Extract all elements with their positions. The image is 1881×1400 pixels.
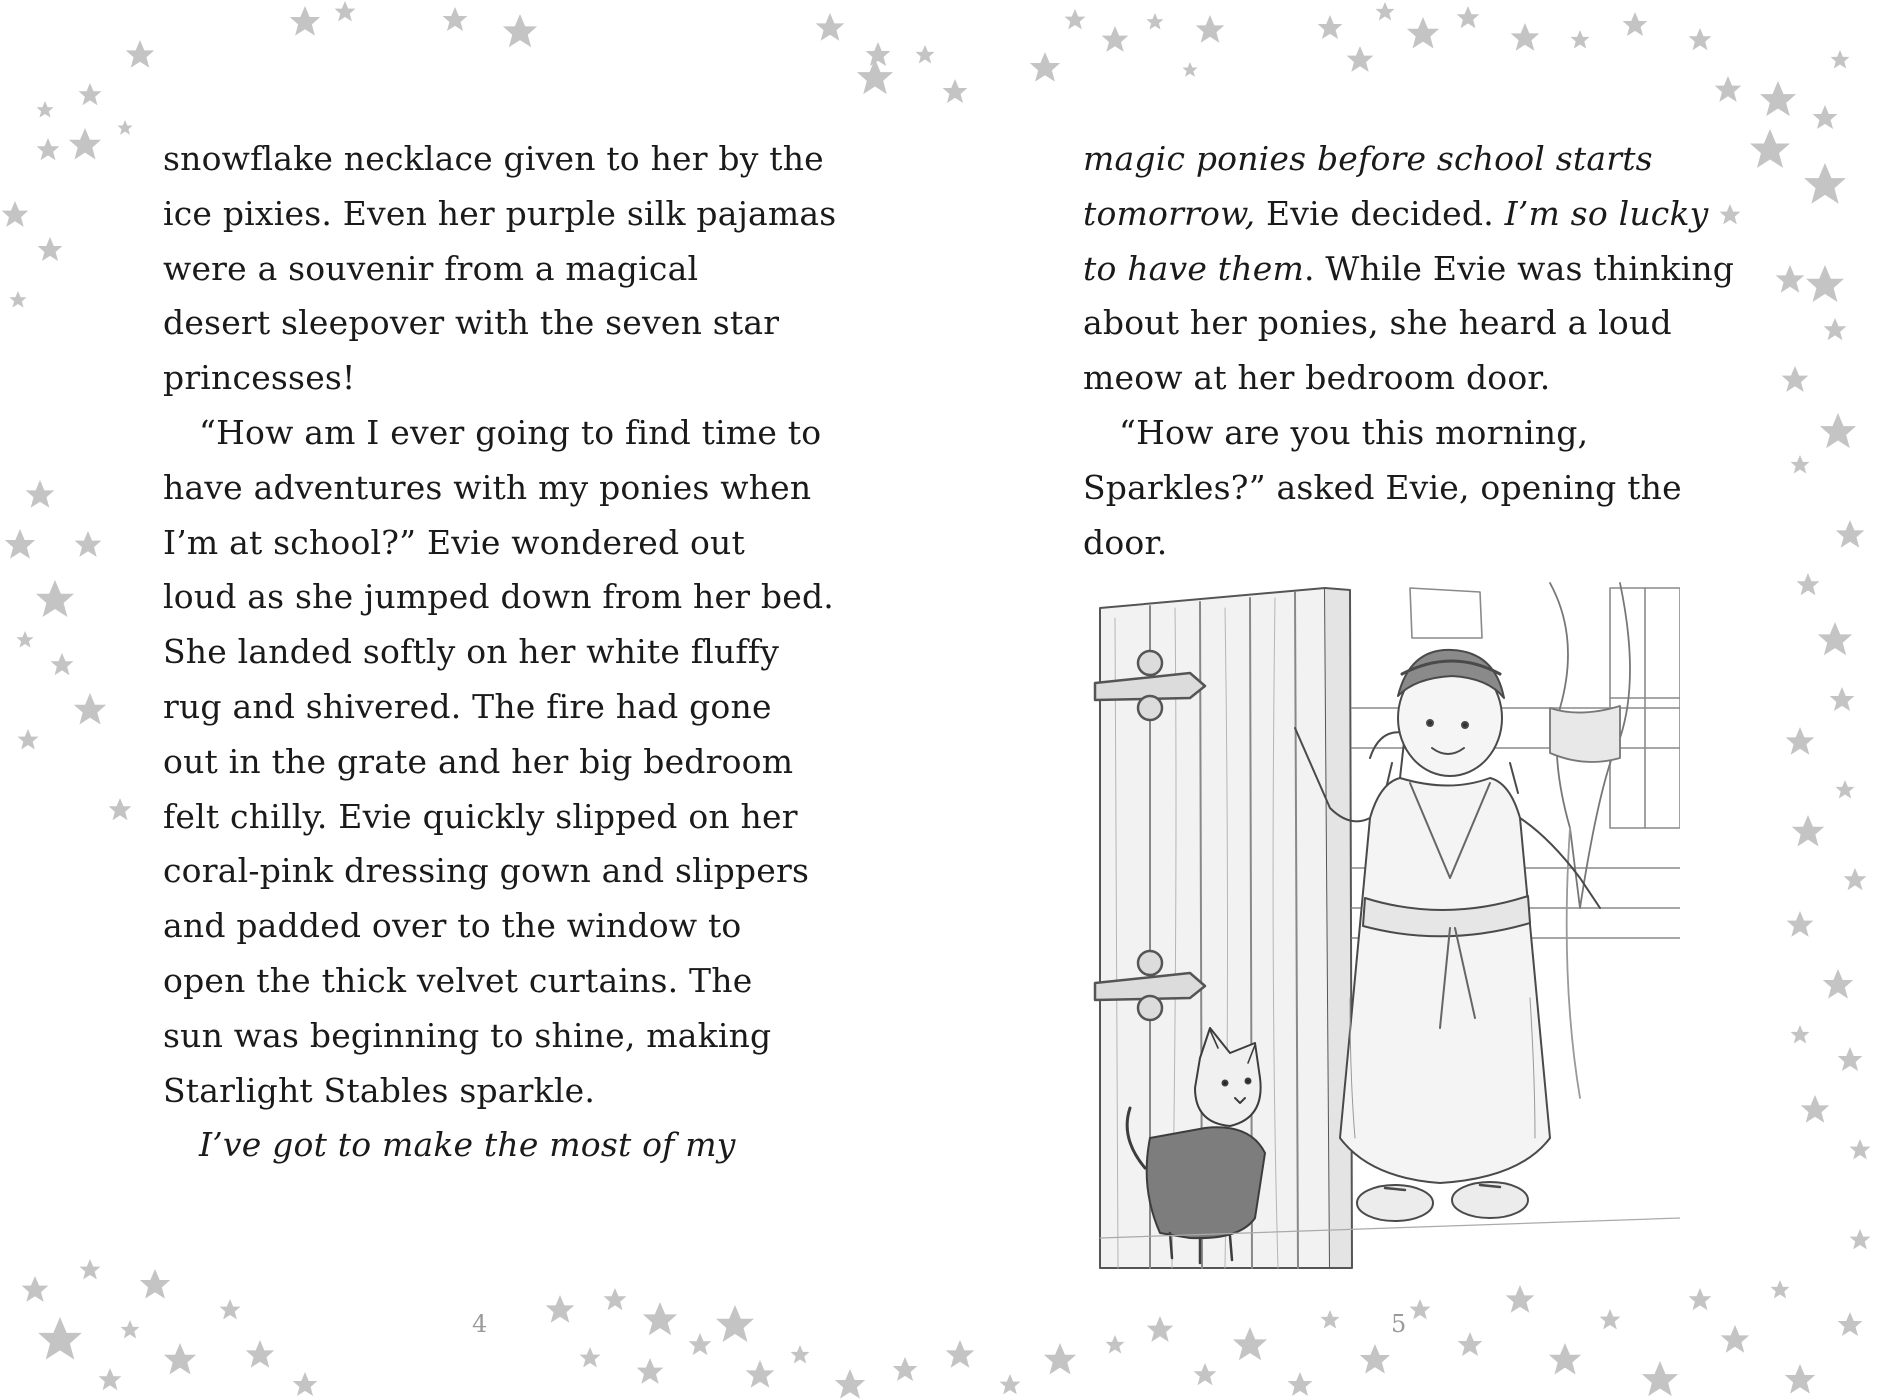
right-page	[940, 0, 1881, 1400]
text-line: and padded over to the window to	[163, 906, 742, 946]
text-segment: . While Evie was thinking	[1303, 248, 1735, 288]
text-line	[1083, 516, 1763, 571]
text-segment: Evie decided.	[1255, 193, 1505, 233]
text-line: Starlight Stables sparkle.	[163, 1070, 596, 1110]
text-line: I’m at school?” Evie wondered out	[163, 522, 745, 562]
text-segment: Sparkles?” asked Evie, opening the	[1083, 467, 1682, 507]
text-line: rug and shivered. The fire had gone	[163, 686, 772, 726]
curtain	[1550, 583, 1630, 1098]
girl-opening-door-illustration	[1080, 578, 1680, 1278]
text-line	[1083, 242, 1763, 297]
text-segment: tomorrow,	[1083, 193, 1256, 233]
text-line: were a souvenir from a magical	[163, 248, 699, 288]
text-line: princesses!	[163, 358, 356, 398]
right-page-text	[1083, 132, 1763, 570]
text-segment: about her ponies, she heard a loud	[1083, 303, 1672, 343]
left-page	[0, 0, 940, 1400]
text-segment: magic ponies before school starts	[1083, 139, 1653, 178]
text-segment: I’m so lucky	[1504, 193, 1709, 233]
text-segment: “How are you this morning,	[1119, 412, 1589, 452]
text-line: desert sleepover with the seven star	[163, 303, 780, 343]
text-line: ice pixies. Even her purple silk pajamas	[163, 193, 837, 233]
text-line: snowflake necklace given to her by the	[163, 139, 824, 178]
page-number: 5	[1391, 1310, 1407, 1338]
text-segment: to have them	[1083, 248, 1304, 288]
text-line: sun was beginning to shine, making	[163, 1015, 772, 1055]
text-line: have adventures with my ponies when	[163, 467, 812, 507]
text-line: out in the grate and her big bedroom	[163, 741, 794, 781]
text-line	[1083, 132, 1763, 187]
text-line	[1083, 461, 1763, 516]
text-line: She landed softly on her white fluffy	[163, 632, 780, 672]
text-line	[1083, 187, 1763, 242]
text-segment: door.	[1083, 522, 1168, 562]
text-line: “How am I ever going to find time to	[199, 412, 822, 452]
text-line: open the thick velvet curtains. The	[163, 960, 753, 1000]
text-line: loud as she jumped down from her bed.	[163, 577, 834, 617]
text-line	[1083, 351, 1763, 406]
text-line: felt chilly. Evie quickly slipped on her	[163, 796, 798, 836]
text-line	[1083, 296, 1763, 351]
text-line	[1083, 406, 1763, 461]
text-segment: meow at her bedroom door.	[1083, 358, 1551, 398]
left-page-text	[163, 132, 837, 1173]
text-line: coral-pink dressing gown and slippers	[163, 851, 810, 891]
page-number: 4	[472, 1310, 488, 1338]
text-line: I’ve got to make the most of my	[199, 1125, 736, 1165]
